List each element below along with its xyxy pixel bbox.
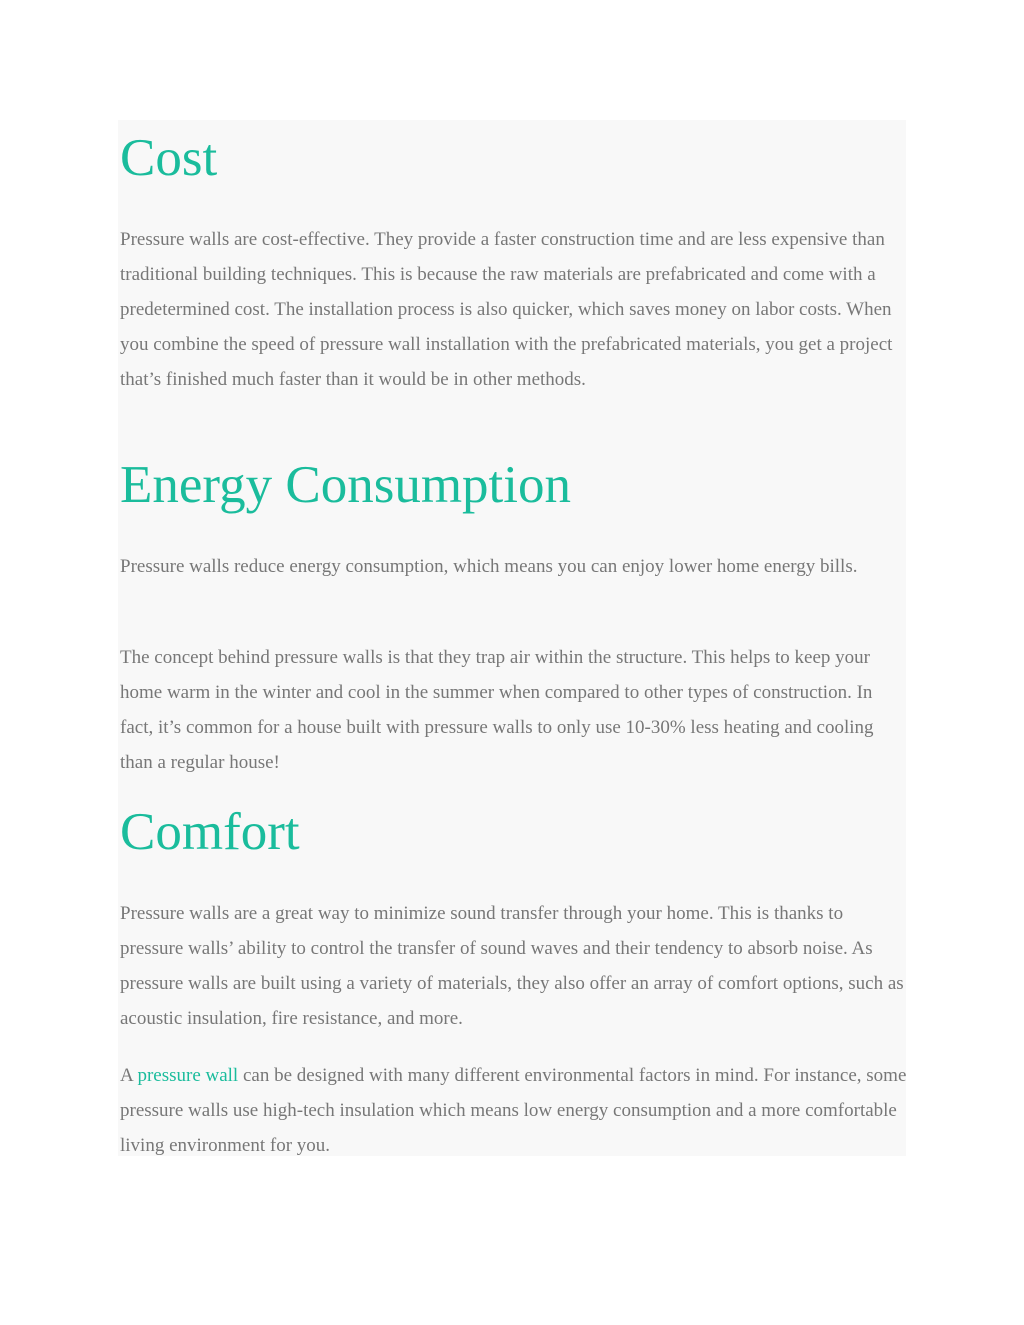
- energy-paragraph-2: The concept behind pressure walls is that they trap air within the structure. This helps to keep your home warm in the winter and cool in the summer when compared to other types of construction. In fact, it’s common for a house built with pressure walls to only use 10-30% less heating and cooling than a regular house!: [120, 647, 874, 773]
- paragraph-prefix: A: [120, 1065, 138, 1086]
- comfort-paragraph-1: Pressure walls are a great way to minimize sound transfer through your home. This is thanks to pressure walls’ ability to control the transfer of sound waves and their tendency to absorb noise. As pressure walls are built using a variety of materials, they also offer an array of comfort options, such as acoustic insulation, fire resistance, and more.: [120, 903, 904, 1029]
- comfort-paragraph-2: [120, 1058, 910, 1163]
- energy-paragraph-1: Pressure walls reduce energy consumption, which means you can enjoy lower home energy bills.: [120, 556, 858, 577]
- cost-paragraph: Pressure walls are cost-effective. They provide a faster construction time and are less expensive than traditional building techniques. This is because the raw materials are prefabricated and come with a predetermined cost. The installation process is also quicker, which saves money on labor costs. When you combine the speed of pressure wall installation with the prefabricated materials, you get a project that’s finished much faster than it would be in other methods.: [120, 229, 893, 390]
- comfort-heading: Comfort: [120, 803, 300, 861]
- cost-heading: Cost: [120, 129, 218, 187]
- paragraph-suffix: can be designed with many different environmental factors in mind. For instance, some pressure walls use high-tech insulation which means low energy consumption and a more comfortable living environment for you.: [120, 1065, 907, 1156]
- energy-consumption-heading: Energy Consumption: [120, 456, 571, 514]
- pressure-wall-link[interactable]: pressure wall: [137, 1065, 239, 1086]
